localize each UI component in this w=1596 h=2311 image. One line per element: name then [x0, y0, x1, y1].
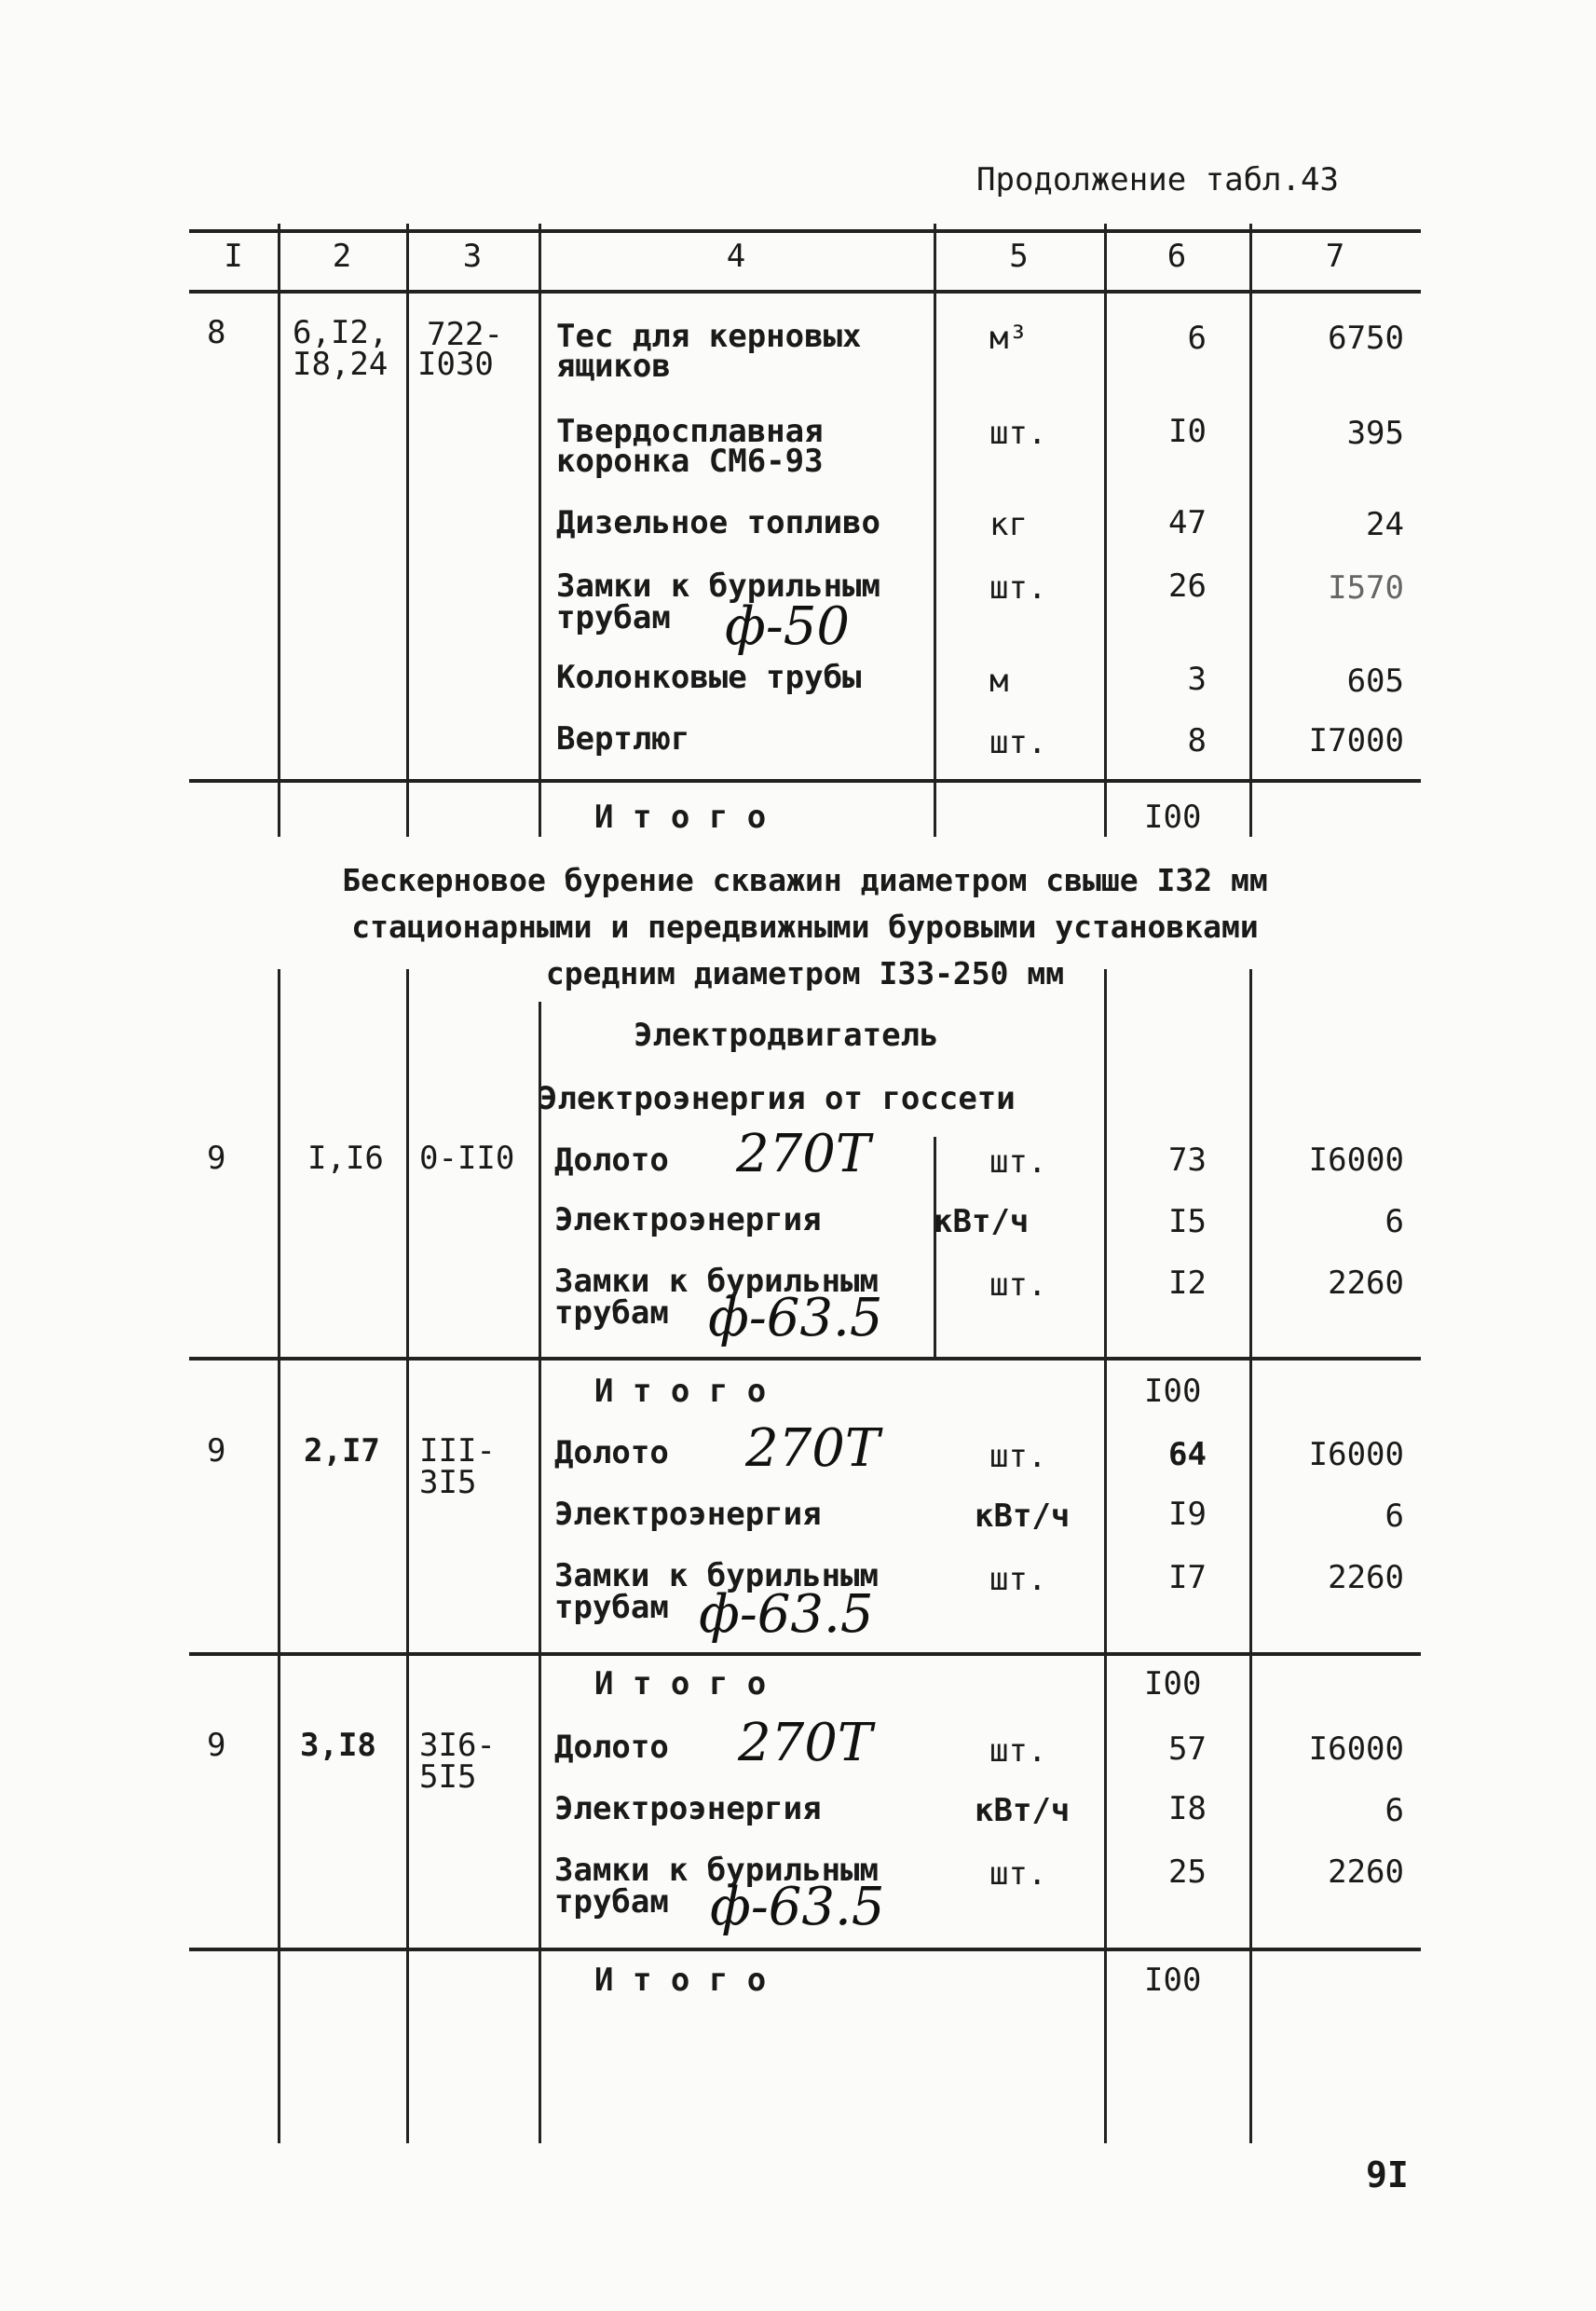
- block9b-row1-col7: I6000: [1308, 1436, 1404, 1473]
- block9b-row2-name: Электроэнергия: [554, 1496, 822, 1533]
- block8-col3-line1: 722-: [427, 316, 503, 353]
- col-divider-3-4: [539, 224, 541, 837]
- block8-total-label: И т о г о: [594, 799, 767, 836]
- page-number: 9I: [1366, 2154, 1409, 2195]
- block9b-row3-name-line1: Замки к бурильным: [554, 1557, 879, 1594]
- block8-row1-col6: 6: [1187, 320, 1207, 357]
- block9a-col2: I,I6: [307, 1140, 384, 1177]
- block9c-row2-col6: I8: [1168, 1790, 1207, 1827]
- block8-row6-col6: 8: [1187, 722, 1207, 759]
- block8-row4-col6: 26: [1168, 567, 1207, 605]
- block8-col3-line2: I030: [417, 346, 494, 383]
- block9c-row3-name-line1: Замки к бурильным: [554, 1852, 879, 1889]
- header-col-5: 5: [1009, 238, 1029, 275]
- block9b-row1-unit: шт.: [989, 1438, 1047, 1475]
- block8-row2-name-line2: коронка СМ6-93: [556, 443, 824, 480]
- block9c-row1-col7: I6000: [1308, 1730, 1404, 1768]
- block9c-col1: 9: [207, 1727, 226, 1764]
- block9a-row1-col6: 73: [1168, 1142, 1207, 1179]
- block9c-row3-col7: 2260: [1328, 1853, 1404, 1891]
- block9a-bottom-rule: [189, 1357, 1421, 1361]
- block8-row3-name: Дизельное топливо: [556, 504, 880, 541]
- block9b-row3-unit: шт.: [989, 1561, 1047, 1598]
- table-top-rule: [189, 229, 1421, 233]
- header-bottom-rule: [189, 290, 1421, 294]
- subhead-grid-power: Электроэнергия от госсети: [539, 1080, 1016, 1117]
- block9a-row3-col7: 2260: [1328, 1265, 1404, 1302]
- block8-row2-name-line1: Твердосплавная: [556, 413, 824, 450]
- block9c-col2: 3,I8: [300, 1727, 376, 1764]
- block8-row3-col7: 24: [1366, 506, 1404, 543]
- col-divider-2-3-lower: [406, 969, 409, 2143]
- block9b-col1: 9: [207, 1432, 226, 1470]
- block9b-row1-col6: 64: [1168, 1436, 1207, 1473]
- block9a-row2-unit: кВт/ч: [934, 1203, 1030, 1240]
- block9c-row1-name: Долото: [554, 1729, 669, 1766]
- block9b-row2-unit: кВт/ч: [975, 1497, 1071, 1535]
- block8-row2-col6: I0: [1168, 413, 1207, 450]
- block9c-row3-name-line2: трубам: [554, 1883, 669, 1921]
- col-divider-4-5-lower-a: [934, 1137, 936, 1361]
- col-divider-1-2-lower: [278, 969, 280, 2143]
- block9b-total-value: I00: [1144, 1665, 1202, 1702]
- block9a-col1: 9: [207, 1140, 226, 1177]
- header-col-1: I: [224, 238, 243, 275]
- col-divider-2-3: [406, 224, 409, 837]
- col-divider-4-5: [934, 224, 936, 837]
- header-col-7: 7: [1325, 238, 1345, 275]
- block9c-row3-handwritten-note: ф-63.5: [710, 1877, 885, 1937]
- block8-row4-col7: I570: [1328, 569, 1404, 607]
- block8-row5-col6: 3: [1187, 661, 1207, 698]
- block9b-row3-col6: I7: [1168, 1559, 1207, 1596]
- block9b-row1-name: Долото: [554, 1434, 669, 1471]
- block8-col2-line2: I8,24: [293, 346, 389, 383]
- block9a-row3-handwritten-note: ф-63.5: [708, 1288, 883, 1348]
- block9c-row2-col7: 6: [1385, 1792, 1404, 1829]
- header-col-6: 6: [1166, 238, 1187, 275]
- block8-row3-unit: кг: [989, 506, 1028, 543]
- block9c-col3-line1: 3I6-: [419, 1727, 496, 1764]
- block8-col2-line1: 6,I2,: [293, 314, 389, 351]
- block9b-row3-name-line2: трубам: [554, 1589, 669, 1626]
- block8-row1-name-line1: Тес для керновых: [556, 318, 862, 355]
- block9b-col3-line2: 3I5: [419, 1464, 477, 1501]
- block9a-row1-col7: I6000: [1308, 1142, 1404, 1179]
- block9c-bottom-rule: [189, 1948, 1421, 1951]
- block9b-row3-col7: 2260: [1328, 1559, 1404, 1596]
- block8-row1-unit: м³: [989, 320, 1028, 357]
- block8-row5-col7: 605: [1346, 663, 1404, 700]
- block9a-row2-name: Электроэнергия: [554, 1201, 822, 1238]
- block9c-col3-line2: 5I5: [419, 1758, 477, 1796]
- block8-row1-name-line2: ящиков: [556, 348, 671, 385]
- block8-row2-col7: 395: [1346, 415, 1404, 452]
- block9a-row1-name: Долото: [554, 1142, 669, 1179]
- block8-row4-handwritten-note: ф-50: [725, 596, 851, 657]
- col-divider-3-4-lower: [539, 1002, 541, 2143]
- block9b-row1-handwritten-note: 270Т: [745, 1418, 880, 1479]
- header-col-3: 3: [462, 238, 483, 275]
- header-col-2: 2: [332, 238, 352, 275]
- block9b-col3-line1: III-: [419, 1432, 496, 1470]
- block9a-row3-unit: шт.: [989, 1266, 1047, 1304]
- block9c-total-value: I00: [1144, 1962, 1202, 1999]
- block8-row6-unit: шт.: [989, 724, 1047, 761]
- block8-col1: 8: [207, 314, 226, 351]
- block9b-row2-col6: I9: [1168, 1496, 1207, 1533]
- table-continuation-title: Продолжение табл.43: [976, 161, 1339, 198]
- block9b-bottom-rule: [189, 1652, 1421, 1656]
- block9c-row1-col6: 57: [1168, 1730, 1207, 1768]
- block9b-row2-col7: 6: [1385, 1497, 1404, 1535]
- block8-row2-unit: шт.: [989, 415, 1047, 452]
- header-col-4: 4: [726, 238, 746, 275]
- block9a-row1-handwritten-note: 270Т: [736, 1124, 871, 1184]
- block9c-row2-name: Электроэнергия: [554, 1790, 822, 1827]
- subhead-electric-motor: Электродвигатель: [634, 1017, 939, 1054]
- section-title-line1: Бескерновое бурение скважин диаметром свыше I32 мм: [342, 862, 1268, 898]
- block9b-row3-handwritten-note: ф-63.5: [699, 1584, 874, 1645]
- block9a-total-value: I00: [1144, 1373, 1202, 1410]
- block8-row5-unit: м: [989, 663, 1009, 700]
- block9b-total-label: И т о г о: [594, 1665, 767, 1702]
- block9c-total-label: И т о г о: [594, 1962, 767, 1999]
- block9c-row1-handwritten-note: 270Т: [738, 1713, 873, 1773]
- block8-row4-unit: шт.: [989, 569, 1047, 607]
- block8-bottom-rule: [189, 779, 1421, 783]
- block8-row4-name-line1: Замки к бурильным: [556, 567, 880, 605]
- block9a-row2-col6: I5: [1168, 1203, 1207, 1240]
- block8-total-value: I00: [1144, 799, 1202, 836]
- block9b-col2: 2,I7: [304, 1432, 380, 1470]
- block9c-row1-unit: шт.: [989, 1732, 1047, 1770]
- block9c-row2-unit: кВт/ч: [975, 1792, 1071, 1829]
- block9a-row3-name-line2: трубам: [554, 1294, 669, 1332]
- block9c-row3-unit: шт.: [989, 1855, 1047, 1893]
- block8-row4-name-line2: трубам: [556, 599, 671, 636]
- block9c-row3-col6: 25: [1168, 1853, 1207, 1891]
- block8-row6-name: Вертлюг: [556, 720, 690, 758]
- block8-row6-col7: I7000: [1308, 722, 1404, 759]
- block8-row1-col7: 6750: [1328, 320, 1404, 357]
- col-divider-1-2: [278, 224, 280, 837]
- block9a-total-label: И т о г о: [594, 1373, 767, 1410]
- block9a-row1-unit: шт.: [989, 1143, 1047, 1181]
- block8-row5-name: Колонковые трубы: [556, 659, 862, 696]
- block9a-row2-col7: 6: [1385, 1203, 1404, 1240]
- section-title-line2: стационарными и передвижными буровыми установками: [351, 909, 1259, 945]
- section-title-line3: средним диаметром I33-250 мм: [545, 955, 1065, 991]
- block9a-col3: 0-II0: [419, 1140, 515, 1177]
- block9a-row3-name-line1: Замки к бурильным: [554, 1263, 879, 1300]
- block8-row3-col6: 47: [1168, 504, 1207, 541]
- block9a-row3-col6: I2: [1168, 1265, 1207, 1302]
